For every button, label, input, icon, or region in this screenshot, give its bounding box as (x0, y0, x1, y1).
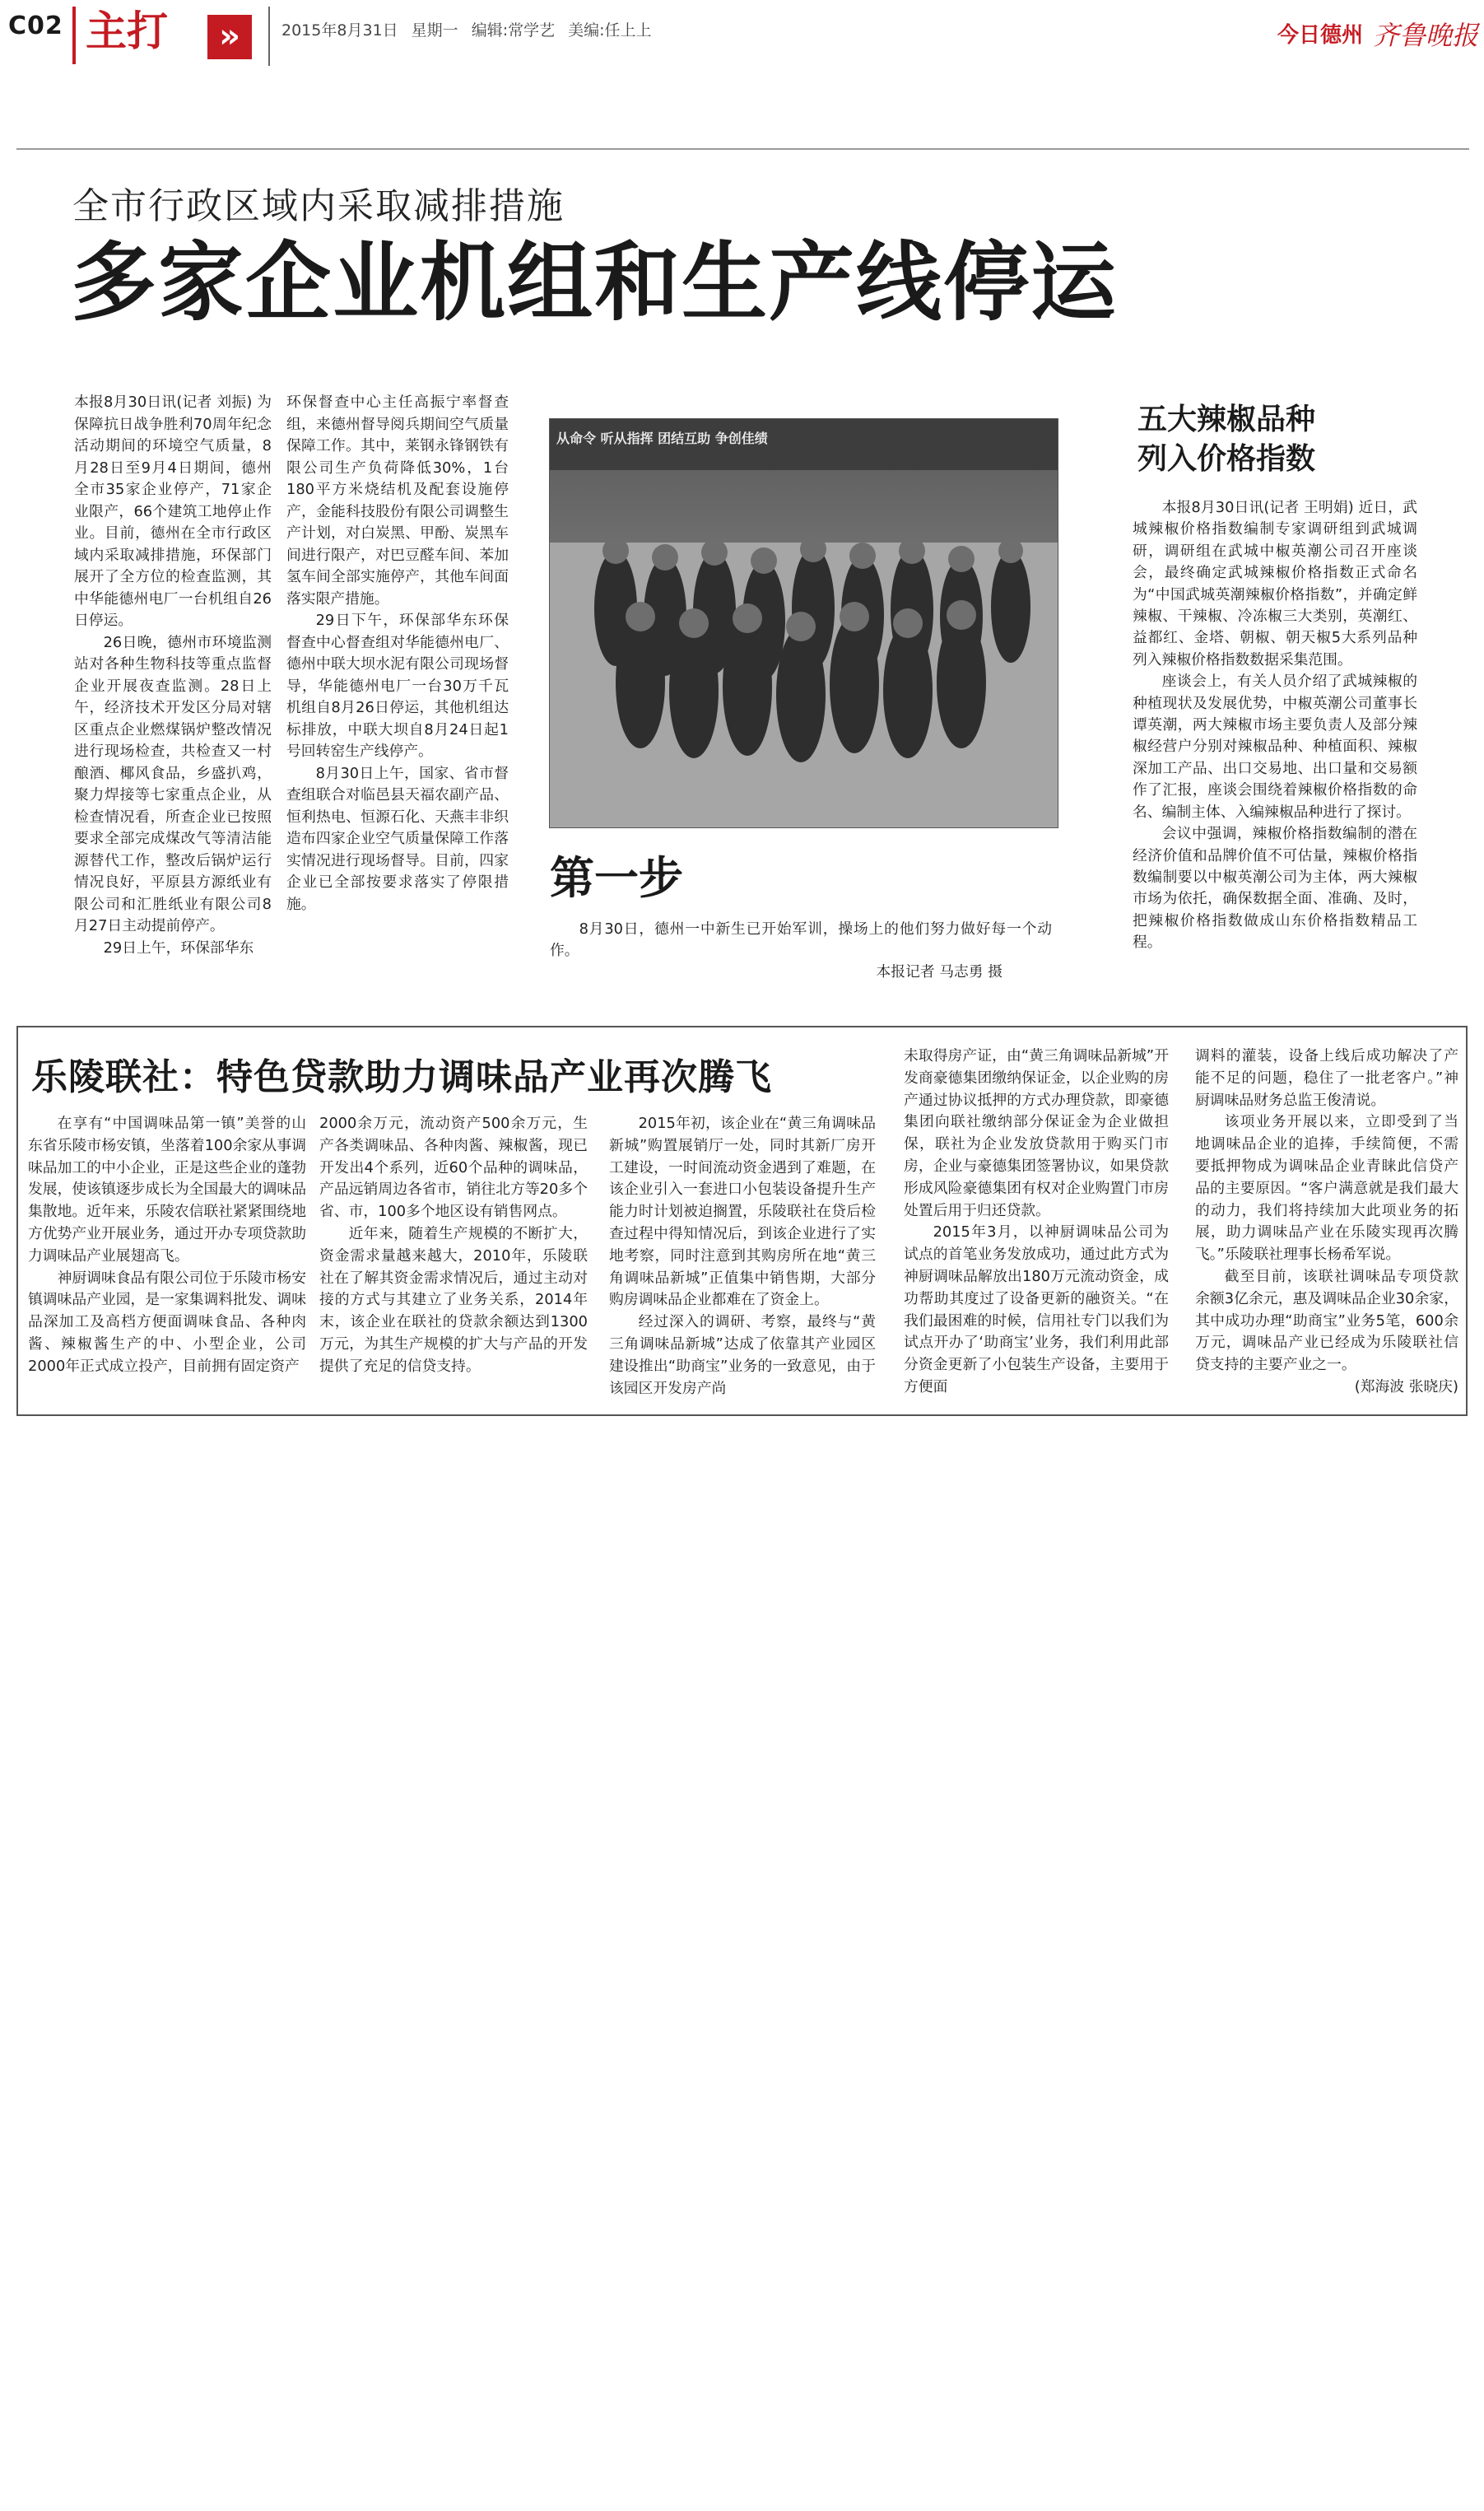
paragraph: 经过深入的调研、考察，最终与“黄三角调味品新城”达成了依靠其产业园区建设推出“助商宝”业务的一致意见，由于该园区开发房产尚 (609, 1313, 876, 1397)
paragraph: 调料的灌装，设备上线后成功解决了产能不足的问题，稳住了一批老客户。”神厨调味品财务总监王俊清说。 (1195, 1047, 1458, 1109)
news-photo (549, 418, 1058, 828)
section-label: 主打 (86, 7, 168, 55)
paragraph: 未取得房产证，由“黄三角调味品新城”开发商豪德集团缴纳保证金，以企业购的房产通过协议抵押的方式办理贷款，即豪德集团向联社缴纳部分保证金为企业做担保，联社为企业发放贷款用于购买门市房，企业与豪德集团签署协议，如果贷款形成风险豪德集团有权对企业购置门市房处置后用于归还贷款。 (904, 1047, 1169, 1219)
header-rule (16, 148, 1469, 150)
story2-column-4 (904, 1046, 1169, 1399)
photo-credit: 本报记者 马志勇 摄 (876, 963, 1003, 981)
paragraph: 8月30日上午，国家、省市督查组联合对临邑县天福农副产品、恒利热电、恒源石化、天燕丰非织造布四家企业空气质量保障工作落实情况进行现场督导。目前，四家企业已全部按要求落实了停限措施。 (286, 764, 509, 913)
feature-title: 乐陵联社：特色贷款助力调味品产业再次腾飞 (31, 1056, 772, 1098)
byline: (郑海波 张晓庆) (1354, 1377, 1458, 1395)
side-story-title (1137, 400, 1315, 479)
main-headline: 多家企业机组和生产线停运 (71, 232, 1119, 333)
paragraph: 该项业务开展以来，立即受到了当地调味品企业的追捧，手续简便，不需要抵押物成为调味品企业青睐此信贷产品的主要原因。“客户满意就是我们最大的动力，我们将持续加大此项业务的拓展，助力调味品产业在乐陵实现再次腾飞。”乐陵联社理事长杨希军说。 (1195, 1113, 1458, 1264)
paragraph: 环保督查中心主任高振宁率督查组，来德州督导阅兵期间空气质量保障工作。其中，莱钢永锋钢铁有限公司生产负荷降低30%，1台180平方米烧结机及配套设施停产，金能科技股份有限公司调整生产计划，对白炭黑、甲酚、炭黑车间进行限产，对巴豆醛车间、苯加氢车间全部实施停产，其他车间面落实限产措施。 (286, 394, 509, 608)
side-story-body (1133, 497, 1417, 954)
paragraph: 2000余万元，流动资产500余万元，生产各类调味品、各种肉酱、辣椒酱，现已开发出4个系列，近60个品种的调味品，产品远销周边各省市，销往北方等20多个省、市，100多个地区设有销售网点。 (319, 1115, 588, 1221)
caption-text: 8月30日，德州一中新生已开始军训，操场上的他们努力做好每一个动作。 (550, 920, 1052, 959)
paragraph: 近年来，随着生产规模的不断扩大，资金需求量越来越大，2010年，乐陵联社在了解其资金需求情况后，通过主动对接的方式与其建立了业务关系，2014年末，该企业在联社的贷款余额达到1300万元，为其生产规模的扩大与产品的开发提供了充足的信贷支持。 (319, 1224, 588, 1375)
story2-column-5 (1195, 1046, 1458, 1399)
paragraph: 26日晚，德州市环境监测站对各种生物科技等重点监督企业开展夜查监测。28日上午，经济技术开发区分局对辖区重点企业燃煤锅炉整改情况进行现场检查，共检查又一村酿酒、椰风食品，乡盛扒鸡，聚力焊接等七家重点企业，从检查情况看，所查企业已按照要求全部完成煤改气等清洁能源替代工作，整改后锅炉运行情况良好，平原县方源纸业有限公司和汇胜纸业有限公司8月27日主动提前停产。 (74, 633, 272, 934)
photo-heading: 第一步 (550, 852, 683, 904)
newspaper-logo: 齐鲁晚报 (1373, 20, 1479, 51)
photo-caption (550, 919, 1052, 983)
paragraph: 2015年初，该企业在“黄三角调味品新城”购置展销厅一处，同时其新厂房开工建设，一时间流动资金遇到了难题，在该企业引入一套进口小包装设备提升生产能力时计划被迫搁置，乐陵联社在贷后检查过程中得知情况后，到该企业进行了实地考察，同时注意到其购房所在地“黄三角调味品新城”正值集中销售期，大部分购房调味品企业都难在了资金上。 (609, 1115, 876, 1309)
side-title-line-2: 列入价格指数 (1137, 442, 1316, 476)
chevron-right-icon: » (207, 15, 252, 59)
edition-name: 今日德州 (1277, 23, 1364, 48)
paragraph: 在享有“中国调味品第一镇”美誉的山东省乐陵市杨安镇，坐落着100余家从事调味品加工的中小企业，正是这些企业的蓬勃发展，使该镇逐步成长为全国最大的调味品集散地。近年来，乐陵农信联社紧紧围绕地方优势产业开展业务，通过开办专项贷款助力调味品产业展翅高飞。 (28, 1115, 306, 1265)
paragraph: 神厨调味食品有限公司位于乐陵市杨安镇调味品产业园，是一家集调料批发、调味品深加工及高档方便面调味食品、各种肉酱、辣椒酱生产的中、小型企业，公司2000年正式成立投产，目前拥有固定资产 (28, 1269, 306, 1375)
story-kicker: 全市行政区域内采取减排措施 (72, 185, 565, 227)
paragraph: 29日下午，环保部华东环保督查中心督查组对华能德州电厂、德州中联大坝水泥有限公司现场督导，华能德州电厂一台30万千瓦机组自8月26日停运，其他机组达标排放，中联大坝自8月24日起1号回转窑生产线停产。 (286, 612, 509, 760)
paragraph: 本报8月30日讯(记者 王明娟) 近日，武城辣椒价格指数编制专家调研组到武城调研，调研组在武城中椒英潮公司召开座谈会，最终确定武城辣椒价格指数正式命名为“中国武城英潮辣椒价格指数”，并确定鲜辣椒、干辣椒、冷冻椒三大类别，英潮红、益都红、金塔、朝椒、朝天椒5大系列品种列入辣椒价格指数数据采集范围。 (1133, 499, 1417, 669)
story2-column-1 (28, 1113, 306, 1378)
issue-meta: 2015年8月31日 星期一 编辑:常学艺 美编:任上上 (281, 21, 652, 40)
photo-banner-text: 从命令 听从指挥 团结互助 争创佳绩 (556, 431, 768, 446)
paragraph: 本报8月30日讯(记者 刘振) 为保障抗日战争胜利70周年纪念活动期间的环境空气质量，8月28日至9月4日期间，德州全市35家企业停产，71家企业限产，66个建筑工地停止作业。目前，德州在全市行政区域内采取减排措施，环保部门展开了全方位的检查监测，其中华能德州电厂一台机组自26日停运。 (74, 394, 272, 629)
story2-column-3 (609, 1113, 876, 1400)
story2-column-2 (319, 1113, 588, 1378)
paragraph: 截至目前，该联社调味品专项贷款余额3亿余元，惠及调味品企业30余家，其中成功办理“助商宝”业务5笔，600余万元，调味品产业已经成为乐陵联社信贷支持的主要产业之一。 (1195, 1267, 1458, 1374)
paragraph: 29日上午，环保部华东 (103, 939, 254, 957)
page-number: C02 (8, 12, 63, 40)
story1-column-1 (74, 392, 272, 959)
header-divider (268, 7, 270, 66)
header-red-divider (72, 7, 76, 64)
paragraph: 会议中强调，辣椒价格指数编制的潜在经济价值和品牌价值不可估量，辣椒价格指数编制要以中椒英潮公司为主体，两大辣椒市场为依托，确保数据全面、准确、及时，把辣椒价格指数做成山东价格指数精品工程。 (1133, 825, 1417, 952)
paragraph: 2015年3月，以神厨调味品公司为试点的首笔业务发放成功，通过此方式为神厨调味品解放出180万元流动资金，成功帮助其度过了设备更新的融资关。“在我们最困难的时候，信用社专门以我们为试点开办了‘助商宝’业务，我们利用此部分资金更新了小包装生产设备，主要用于方便面 (904, 1223, 1169, 1395)
paragraph: 座谈会上，有关人员介绍了武城辣椒的种植现状及发展优势，中椒英潮公司董事长谭英潮，两大辣椒市场主要负责人及部分辣椒经营户分别对辣椒品种、种植面积、辣椒深加工产品、出口交易地、出口量和交易额作了汇报，座谈会围绕着辣椒价格指数的命名、编制主体、入编辣椒品种进行了探讨。 (1133, 673, 1417, 821)
story1-column-2 (286, 392, 509, 915)
side-title-line-1: 五大辣椒品种 (1137, 403, 1316, 436)
